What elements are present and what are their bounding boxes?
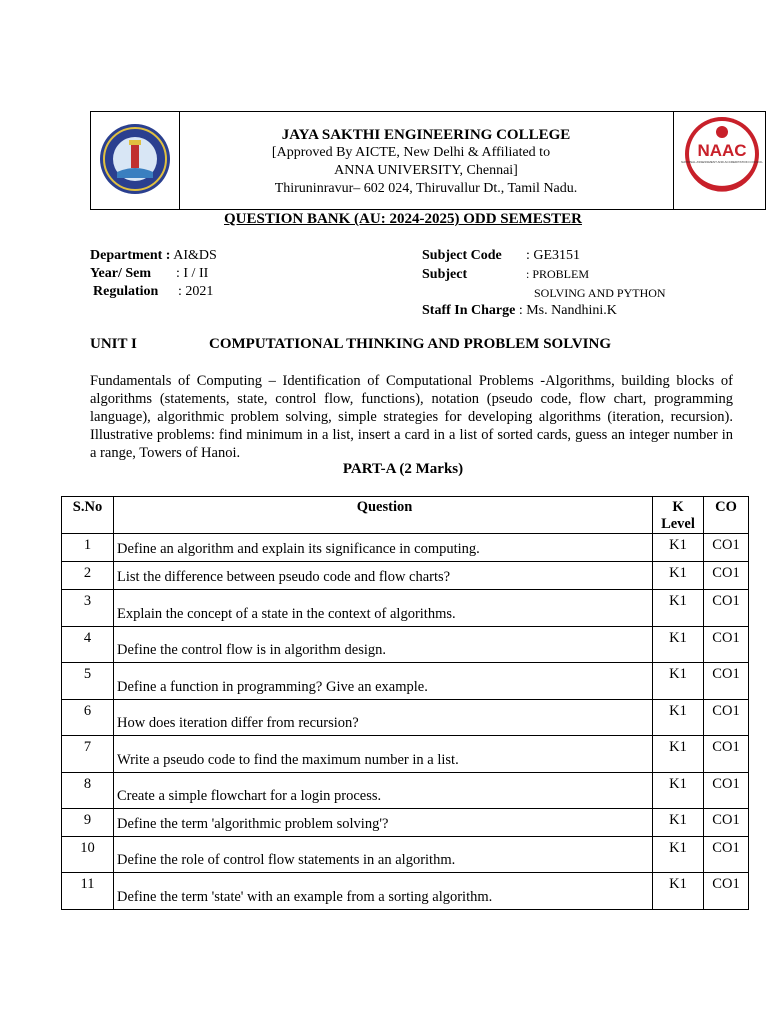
question-text: Define a function in programming? Give an example. [117, 679, 428, 695]
row-question [114, 562, 653, 590]
row-question [114, 700, 653, 736]
row-k-level: K1 [653, 562, 704, 590]
subject-value-line1: : PROBLEM [526, 267, 590, 281]
table-row [62, 736, 749, 773]
subject-label: Subject [422, 267, 468, 282]
question-text: Define the control flow is in algorithm design. [117, 642, 387, 658]
row-question [114, 736, 653, 773]
row-co: CO1 [704, 562, 749, 590]
questions-table [61, 496, 749, 910]
svg-text:NATIONAL ASSESSMENT AND ACCRED: NATIONAL ASSESSMENT AND ACCREDITATION COUNCIL [681, 160, 763, 164]
header-question: Question [114, 497, 653, 534]
row-k-level: K1 [653, 663, 704, 700]
question-text: Explain the concept of a state in the context of algorithms. [117, 606, 456, 622]
approval-line2: ANNA UNIVERSITY, Chennai] [334, 163, 518, 178]
table-row [62, 562, 749, 590]
row-k-level: K1 [653, 873, 704, 910]
dept-label: Department : [90, 248, 171, 263]
svg-text:'A' GRADE: 'A' GRADE [704, 171, 740, 178]
staff-label: Staff In Charge [422, 303, 516, 318]
row-question [114, 627, 653, 663]
part-a-heading: PART-A (2 Marks) [342, 461, 464, 477]
row-sno: 1 [62, 534, 114, 562]
table-row [62, 873, 749, 910]
row-co: CO1 [704, 873, 749, 910]
approval-line1: [Approved By AICTE, New Delhi & Affiliated to [271, 145, 551, 160]
row-k-level: K1 [653, 773, 704, 809]
row-k-level: K1 [653, 809, 704, 837]
question-text: Define the term 'algorithmic problem solving'? [117, 816, 389, 832]
question-bank-title: QUESTION BANK (AU: 2024-2025) ODD SEMESTER [224, 211, 582, 227]
subject-info [422, 247, 666, 320]
dept-value: AI&DS [173, 248, 217, 263]
table-row [62, 809, 749, 837]
question-text: List the difference between pseudo code and flow charts? [117, 569, 451, 585]
subject-code-value: : GE3151 [526, 248, 581, 263]
subject-value-line2: SOLVING AND PYTHON [534, 286, 666, 300]
unit-title: COMPUTATIONAL THINKING AND PROBLEM SOLVING [209, 336, 612, 352]
row-co: CO1 [704, 590, 749, 627]
question-text: Define the role of control flow statements in an algorithm. [117, 852, 456, 868]
row-sno: 2 [62, 562, 114, 590]
table-row [62, 773, 749, 809]
naac-logo-cell [673, 112, 766, 209]
row-co: CO1 [704, 627, 749, 663]
row-sno: 8 [62, 773, 114, 809]
college-name: JAYA SAKTHI ENGINEERING COLLEGE [281, 127, 571, 143]
year-value: : I / II [176, 266, 209, 281]
question-text: Define an algorithm and explain its significance in computing. [117, 541, 480, 557]
row-k-level: K1 [653, 700, 704, 736]
svg-text:NAAC: NAAC [697, 141, 747, 160]
unit-label: UNIT I [90, 336, 137, 352]
row-sno: 6 [62, 700, 114, 736]
table-row [62, 627, 749, 663]
college-address: Thiruninravur– 602 024, Thiruvallur Dt., Tamil Nadu. [274, 181, 578, 196]
table-row [62, 837, 749, 873]
row-question [114, 534, 653, 562]
row-sno: 9 [62, 809, 114, 837]
naac-logo-icon [674, 112, 766, 209]
row-co: CO1 [704, 773, 749, 809]
question-text: Create a simple flowchart for a login process. [117, 788, 382, 804]
row-co: CO1 [704, 663, 749, 700]
unit-syllabus: Fundamentals of Computing – Identification of Computational Problems -Algorithms, building blocks of algorithms (statements, state, control flow, functions), notation (pseudo code, flow chart, programming language), algorithmic problem solving, simple strategies for developing algorithms (iteration, recursion). Illustrative problems: find minimum in a list, insert a card in a list of sorted cards, guess an integer number in a range, Towers of Hanoi. [90, 373, 733, 461]
row-sno: 4 [62, 627, 114, 663]
row-question [114, 663, 653, 700]
row-question [114, 809, 653, 837]
row-question [114, 873, 653, 910]
department-info [90, 247, 217, 301]
regulation-label: Regulation [93, 284, 159, 299]
row-sno: 11 [62, 873, 114, 910]
college-header [90, 111, 766, 210]
regulation-value: : 2021 [178, 284, 214, 299]
row-question [114, 590, 653, 627]
question-text: Write a pseudo code to find the maximum number in a list. [117, 752, 459, 768]
row-k-level: K1 [653, 837, 704, 873]
table-header-row [62, 497, 749, 534]
row-co: CO1 [704, 700, 749, 736]
row-co: CO1 [704, 736, 749, 773]
question-text: How does iteration differ from recursion? [117, 715, 359, 731]
header-co: CO [704, 497, 749, 534]
header-sno: S.No [62, 497, 114, 534]
row-co: CO1 [704, 534, 749, 562]
row-sno: 7 [62, 736, 114, 773]
row-co: CO1 [704, 809, 749, 837]
staff-value: : Ms. Nandhini.K [518, 303, 617, 318]
row-sno: 3 [62, 590, 114, 627]
year-label: Year/ Sem [90, 266, 152, 281]
row-sno: 10 [62, 837, 114, 873]
header-k-level: K Level [653, 497, 704, 534]
row-k-level: K1 [653, 590, 704, 627]
table-row [62, 534, 749, 562]
row-k-level: K1 [653, 627, 704, 663]
row-sno: 5 [62, 663, 114, 700]
row-k-level: K1 [653, 534, 704, 562]
row-k-level: K1 [653, 736, 704, 773]
table-row [62, 700, 749, 736]
table-row [62, 590, 749, 627]
college-details [181, 126, 671, 198]
row-question [114, 773, 653, 809]
row-question [114, 837, 653, 873]
subject-code-label: Subject Code [422, 248, 502, 263]
question-text: Define the term 'state' with an example from a sorting algorithm. [117, 889, 493, 905]
table-row [62, 663, 749, 700]
row-co: CO1 [704, 837, 749, 873]
